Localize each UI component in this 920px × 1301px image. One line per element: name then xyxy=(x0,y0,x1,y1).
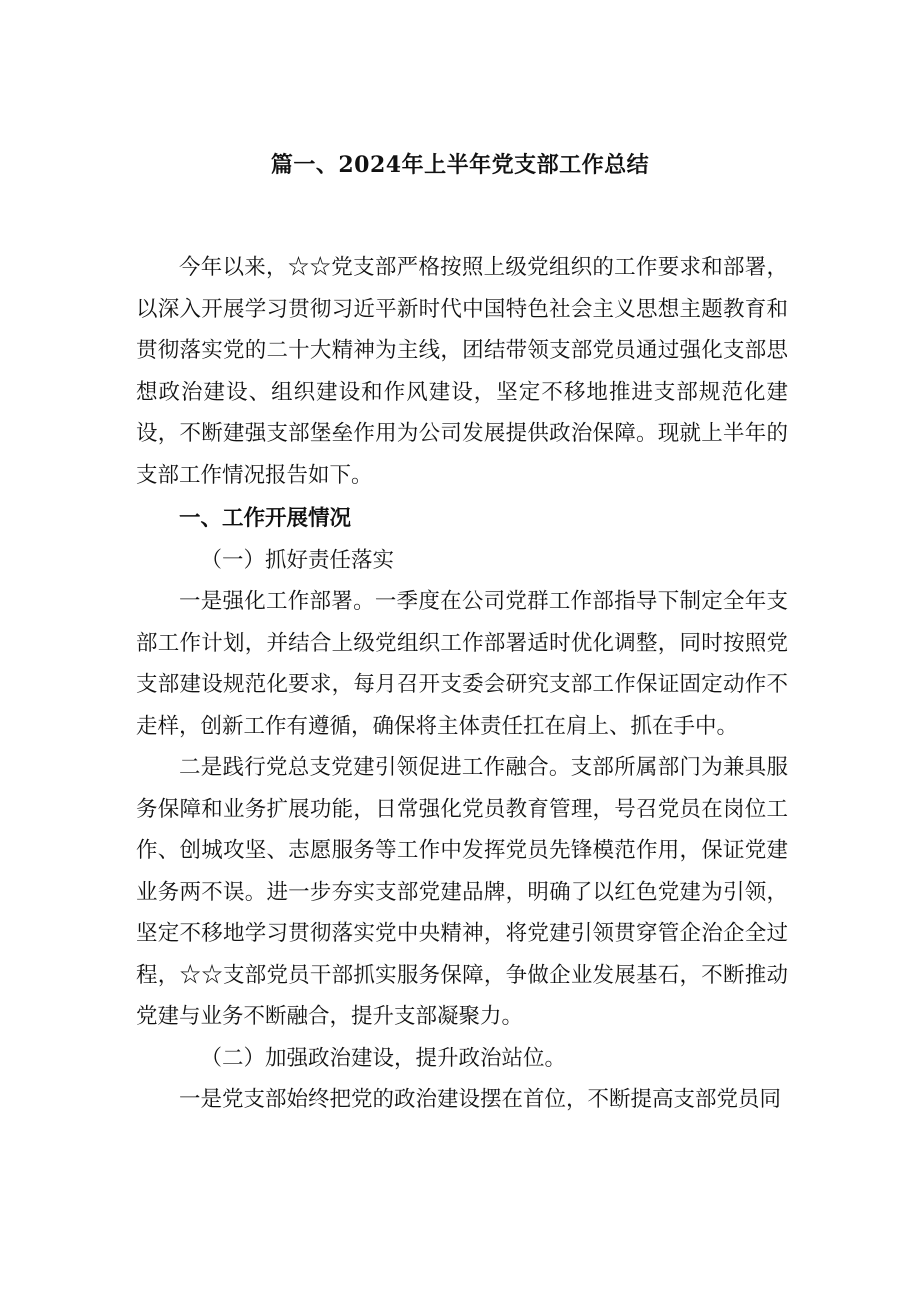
subsection-heading-responsibility: （一）抓好责任落实 xyxy=(200,547,395,573)
subsection-heading-political-building: （二）加强政治建设，提升政治站位。 xyxy=(200,1045,567,1071)
document-body xyxy=(136,247,788,1121)
paragraph-political-priority: 一是党支部始终把党的政治建设摆在首位，不断提高支部党员同 xyxy=(179,1087,782,1112)
section-heading-work-status: 一、工作开展情况 xyxy=(179,506,352,531)
document-title: 篇一、2024年上半年党支部工作总结 xyxy=(270,152,650,178)
paragraph-work-integration: 二是践行党总支党建引领促进工作融合。支部所属部门为兼具服务保障和业务扩展功能，日常强化党员教育管理，号召党员在岗位工作、创城攻坚、志愿服务等工作中发挥党员先锋模范作用，保证党建业务两不误。进一步夯实支部党建品牌，明确了以红色党建为引领，坚定不移地学习贯彻落实党中央精神，将党建引领贯穿管企治企全过程，☆☆支部党员干部抓实服务保障，争做企业发展基石，不断推动党建与业务不断融合，提升支部凝聚力。 xyxy=(136,755,788,1029)
paragraph-work-deployment: 一是强化工作部署。一季度在公司党群工作部指导下制定全年支部工作计划，并结合上级党组织工作部署适时优化调整，同时按照党支部建设规范化要求，每月召开支委会研究支部工作保证固定动作不走样，创新工作有遵循，确保将主体责任扛在肩上、抓在手中。 xyxy=(136,589,788,739)
intro-paragraph: 今年以来，☆☆党支部严格按照上级党组织的工作要求和部署，以深入开展学习贯彻习近平新时代中国特色社会主义思想主题教育和贯彻落实党的二十大精神为主线，团结带领支部党员通过强化支部思想政治建设、组织建设和作风建设，坚定不移地推进支部规范化建设，不断建强支部堡垒作用为公司发展提供政治保障。现就上半年的支部工作情况报告如下。 xyxy=(136,255,788,488)
